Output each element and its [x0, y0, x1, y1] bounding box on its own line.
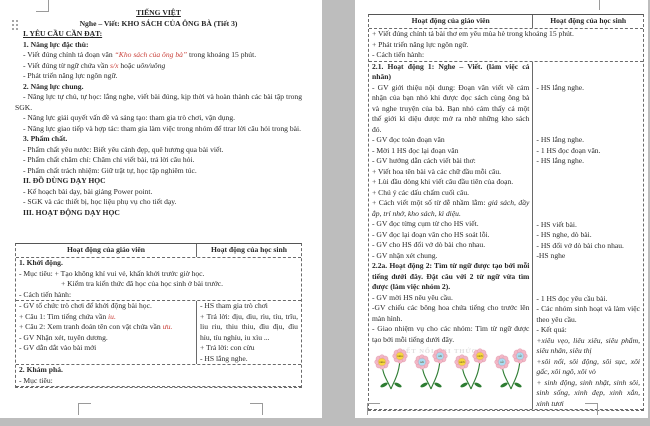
text-line: 2. Khám phá. — [19, 365, 63, 374]
text-line: - GV đọc lại đoạn văn cho HS soát lỗi. — [372, 229, 490, 239]
svg-text:xôi: xôi — [438, 354, 442, 359]
spacer — [536, 167, 640, 220]
flower-tiles-image — [372, 347, 534, 393]
text-line: + Trả lời: địu, dìu, rìu, tíu, trĩu, liu riu, thiu thiu, đìu địu, đìu hỉu, tíu nghỉu, iu xìu ... — [199, 311, 298, 342]
table-header-row — [369, 15, 643, 29]
svg-text:xinh: xinh — [477, 354, 483, 359]
page-right — [355, 0, 648, 418]
crop-mark — [367, 403, 380, 415]
text-line: - HS viết bài. — [536, 219, 577, 229]
text-line: - Năng lực giao tiếp và hợp tác: tham gia làm việc trong nhóm để ttrar lời câu hỏi trong bài. — [23, 123, 302, 133]
svg-text:xiêu: xiêu — [379, 360, 385, 365]
header-hs: Hoạt động của học sinh — [210, 245, 287, 254]
text-line: - Phẩm chất trách nhiệm: Giữ trật tự, học tập nghiêm túc. — [23, 165, 197, 175]
text-line: - Năng lực tự chủ, tự học: lắng nghe, viết bài đúng, kịp thời và hoàn thành các bài tập trong SGK. — [15, 92, 302, 112]
text-line: I. YÊU CẦU CẦN ĐẠT: — [23, 29, 103, 38]
crop-mark — [250, 403, 263, 415]
text-line: TIẾNG VIỆT — [136, 8, 181, 17]
text-line: 3. Phẩm chất. — [23, 134, 68, 143]
text-line: - GV nhận xét chung. — [372, 250, 438, 260]
text-line: 2.2a. Hoạt động 2: Tìm từ ngữ được tạo bởi mỗi tiếng dưới đây. Đặt câu với 2 từ ngữ vừa tìm được (làm việc nhóm 2). — [372, 261, 530, 291]
text-line: II. ĐỒ DÙNG DẠY HỌC — [23, 176, 106, 185]
text-line: 2. Năng lực chung. — [23, 81, 84, 91]
text-line: + Phát triển năng lực ngôn ngữ. — [372, 39, 469, 49]
watermark-text: KẾT NỐI THỨC — [400, 348, 478, 355]
text-line: - SGK và các thiết bị, học liệu phụ vụ cho tiết dạy. — [23, 197, 177, 206]
svg-text:sinh: sinh — [459, 360, 465, 365]
text-line: + Chú ý các dấu chấm cuối câu. — [372, 187, 470, 197]
text-line: - HS nghe, dò bài. — [536, 230, 592, 239]
text-line: - GV dẫn dắt vào bài mới — [19, 343, 97, 352]
text-line: - Kết quả: — [536, 325, 567, 334]
svg-text:xử: xử — [518, 354, 522, 359]
text-line: - HS tham gia trò chơi — [199, 301, 268, 310]
hs-cell — [197, 301, 301, 364]
text-line: - Cách tiến hành: — [19, 289, 72, 299]
header-gv: Hoạt động của giáo viên — [16, 244, 197, 257]
gv-cell — [16, 301, 197, 364]
text-line: - Cách tiến hành: — [372, 50, 425, 59]
table-row — [369, 29, 643, 62]
text-line: -HS nghe — [536, 251, 566, 260]
text-line: - Mục tiêu: — [19, 375, 53, 385]
activity-table-right — [368, 14, 644, 411]
spacer — [536, 93, 640, 135]
text-line: - HS đổi vở dò bài cho nhau. — [536, 240, 624, 250]
text-line: + Câu 1: Tìm tiếng chứa vần iu. — [19, 311, 116, 321]
text-line: - GV hướng dẫn cách viết bài thơ: — [372, 156, 476, 165]
crop-mark — [598, 0, 600, 10]
text-line: - Phát triển năng lực ngôn ngữ. — [23, 71, 118, 80]
text-line: III. HOẠT ĐỘNG DẠY HỌC — [23, 207, 120, 217]
text-line: + Trả lời: con cừu — [199, 343, 255, 352]
header-hs: Hoạt động của học sinh — [550, 16, 627, 25]
text-line: - GV đọc từng cụm từ cho HS viết. — [372, 219, 479, 228]
text-line: - Viết đúng từ ngữ chứa vần s/x hoặc uôn/uông — [23, 60, 166, 70]
text-line: - HS lắng nghe. — [536, 156, 585, 165]
text-line: - HS lắng nghe. — [536, 82, 585, 92]
text-line: + Viết đúng chính tả bài thơ em yêu mùa hè trong khoảng 15 phút. — [372, 29, 574, 38]
text-line: + sinh động, sinh nhật, sinh sôi, sinh sống, xinh đẹp, xinh xắn, xinh tươi — [536, 377, 640, 408]
table-row — [16, 301, 301, 365]
text-line: 2.1. Hoạt động 1: Nghe – Viết. (làm việc cá nhân) — [372, 61, 530, 81]
text-line: - Mời 1 HS đọc lại đoạn văn — [372, 145, 459, 155]
text-line: Nghe – Viết: KHO SÁCH CỦA ÔNG BÀ (Tiết 3) — [79, 18, 238, 28]
text-line: - GV mời HS nêu yêu cầu. — [372, 292, 453, 302]
text-line: - Kế hoạch bài dạy, bài giảng Power point. — [23, 186, 153, 196]
text-line: + Kiểm tra kiến thức đã học của học sinh ở bài trước. — [61, 279, 224, 288]
text-line: - Viết đúng chính tả đoạn văn “Kho sách của ông bà” trong khoảng 15 phút. — [23, 50, 257, 59]
text-line: - Mục tiêu: + Tạo không khí vui vẻ, khấn khởi trước giờ học. — [19, 268, 205, 278]
text-line: 1. Khởi động. — [19, 258, 63, 267]
text-line: - GV đọc toàn đoạn văn — [372, 135, 445, 144]
svg-text:siêu: siêu — [397, 354, 403, 359]
text-line: - GV cho HS đổi vở dò bài cho nhau. — [372, 240, 486, 249]
text-line: +sôi nổi, sôi động, sôi sục, xôi gấc, xôi ngô, xôi vò — [536, 356, 640, 376]
text-line: - Phẩm chất yêu nước: Biết yêu cảnh đẹp, quê hương qua bài viết. — [23, 144, 224, 154]
table-row — [16, 365, 301, 387]
text-line: - HS lắng nghe. — [536, 135, 585, 144]
text-line: - GV tổ chức trò chơi để khởi động bài học. — [19, 301, 152, 310]
text-line: - 1 HS đọc đoạn văn. — [536, 145, 601, 155]
text-line: 1. Năng lực đặc thù: — [23, 39, 89, 49]
text-line: - Năng lực giải quyết vấn đề và sáng tạo: tham gia trò chơi, vận dụng. — [23, 113, 236, 122]
text-line: + Lùi đầu dòng khi viết câu đầu tiên của đoạn. — [372, 177, 514, 186]
text-line: + Câu 2: Xem tranh đoán tên con vật chứa vần ưu. — [19, 322, 173, 331]
table-row — [369, 62, 643, 411]
text-line: - Các nhóm sinh hoạt và làm việc theo yêu cầu. — [536, 304, 640, 324]
text-line: - GV giới thiệu nội dung: Đoạn văn viết về cảm nhận của bạn nhỏ khi được đọc sách cùng ông bà và nghe truyện của bà. Bạn nhỏ cảm thấy cả một thế giới kì diệu được mở ra nhờ những kho sách đó. — [372, 82, 530, 134]
text-line: - Giao nhiệm vụ cho các nhóm: Tìm từ ngữ được tạo bởi mỗi tiếng dưới đây. — [372, 324, 530, 344]
text-line: + Viết hoa tên bài và các chữ đầu mỗi câu. — [372, 166, 502, 176]
page-left — [0, 0, 322, 418]
text-line: - Phẩm chất chăm chỉ: Chăm chỉ viết bài, trả lời câu hỏi. — [23, 155, 195, 164]
activity-table-left — [15, 243, 302, 388]
svg-text:sử: sử — [500, 360, 504, 365]
left-page-body — [15, 8, 302, 218]
text-line: + Cách viết một số từ dễ nhầm lẫm: giá sách, đầy ắp, trí nhớ, kho sách, kì diệu. — [372, 198, 530, 218]
text-line: +xiêu vẹo, liêu xiêu, siêu phẩm, siêu nhân, siêu thị — [536, 335, 640, 355]
hs-cell — [533, 62, 643, 410]
header-gv: Hoạt động của giáo viên — [369, 15, 533, 28]
gv-cell — [369, 62, 533, 410]
spacer — [536, 262, 640, 294]
crop-mark — [78, 403, 91, 415]
spacer — [536, 62, 640, 83]
text-line: -GV chiếu các bông hoa chứa tiếng cho trước lên màn hình. — [372, 303, 530, 323]
crop-mark — [585, 403, 598, 415]
flowers-illustration — [372, 347, 534, 393]
svg-text:sôi: sôi — [420, 360, 424, 365]
text-line: - GV Nhận xét, tuyên dương. — [19, 332, 108, 342]
text-line: - 1 HS đọc yêu cầu bài. — [536, 293, 608, 303]
table-row — [16, 258, 301, 301]
text-line: - HS lắng nghe. — [199, 353, 248, 363]
table-header-row — [16, 244, 301, 258]
